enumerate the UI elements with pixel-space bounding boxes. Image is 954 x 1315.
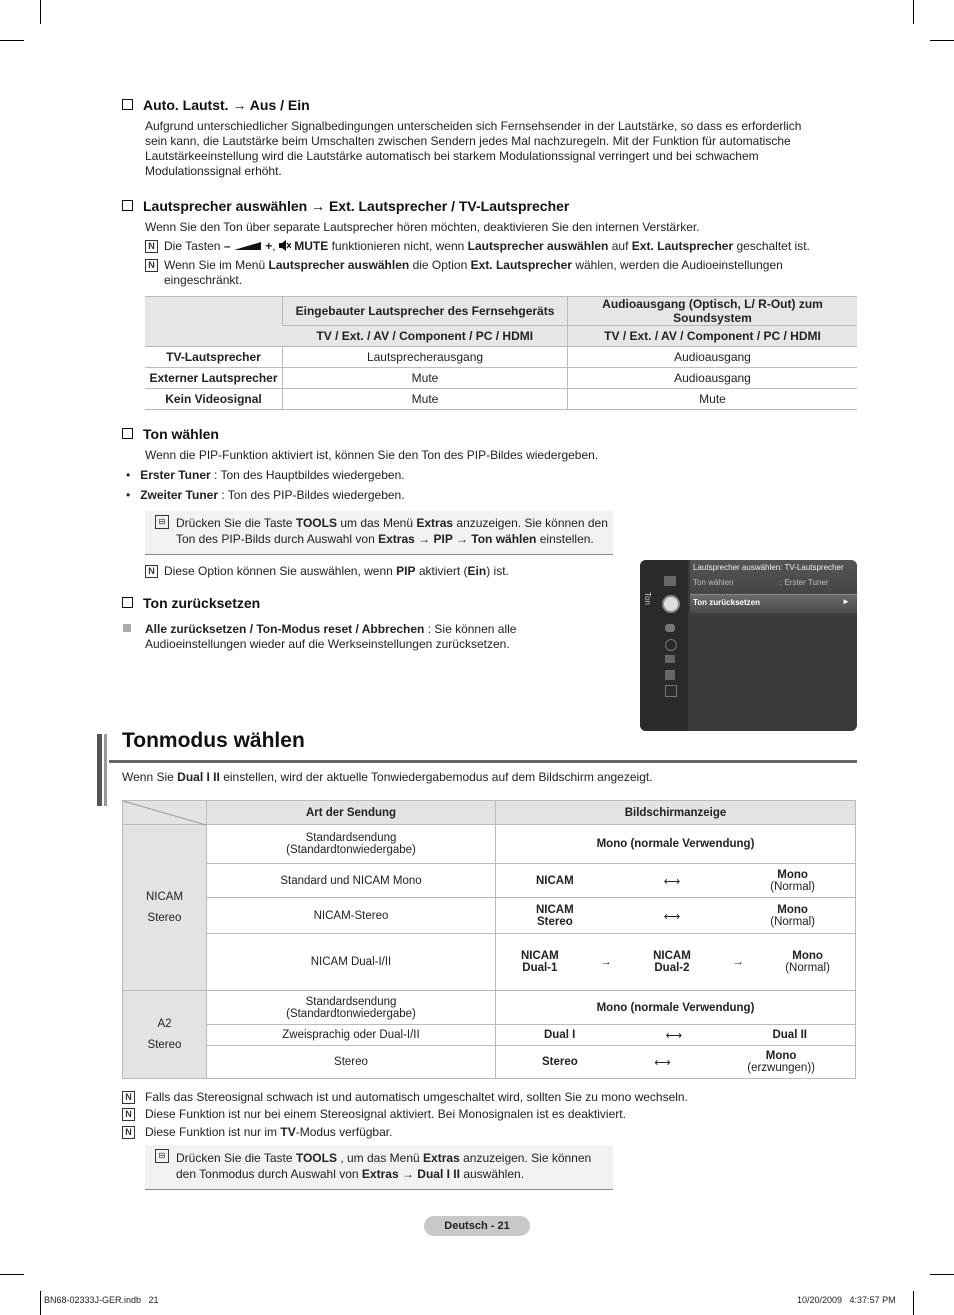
crop-mark: [930, 1274, 954, 1275]
table-row: [145, 347, 857, 368]
tools-tip-text: Drücken Sie die Taste TOOLS um das Menü Extras anzuzeigen. Sie können den Ton des PIP-Bilds durch Auswahl von Extras → PIP → Ton wählen einstellen.: [176, 516, 608, 546]
tools-tip-box-2: [145, 1145, 613, 1190]
table-cell: Zweisprachig oder Dual-I/II: [207, 1025, 496, 1046]
pip-note: Diese Option können Sie auswählen, wenn PIP aktiviert (Ein) ist.: [164, 564, 509, 578]
tools-icon: ⊟: [155, 515, 169, 529]
square-bullet: [123, 624, 131, 632]
diagonal-line: [123, 801, 206, 825]
table-cell: Standardsendung (Standardtonwiedergabe): [207, 991, 496, 1025]
auto-volume-text: Aufgrund unterschiedlicher Signalbedingungen unterscheiden sich Fernsehsender in der Lautstärke, so dass es erforderlich sein kann, die Lautstärke beim Umschalten zwischen Sendern jedes Mal nachzuregeln. Mit der Funktion für automatische Lautstärkeeinstellung wird die Lautstärke automatisch bei starkem Modulationssignal verringert und bei schwachem Modulationssignal erhöht.: [145, 119, 802, 178]
table-cell: NICAM-Stereo: [207, 898, 496, 934]
note-icon: N: [122, 1091, 135, 1104]
table-corner: [145, 297, 283, 347]
table-cell: NICAM Dual-I/II: [207, 934, 496, 991]
input-icon: [665, 655, 675, 663]
volume-bar-icon: [234, 241, 262, 251]
speaker-intro: Wenn Sie den Ton über separate Lautsprecher hören möchten, deaktivieren Sie den internen Verstärker.: [145, 220, 700, 234]
row-label: Externer Lautsprecher: [145, 368, 283, 389]
table-cell: NICAM Stereo ⟷ Mono (Normal): [496, 898, 856, 934]
right-arrow-icon: →: [600, 956, 612, 968]
crop-mark: [913, 1291, 914, 1315]
setup-icon: [665, 639, 677, 651]
sound-mode-intro: Wenn Sie Dual I II einstellen, wird der aktuelle Tonwiedergabemodus auf dem Bildschirm angezeigt.: [122, 770, 653, 784]
tools-tip-text: Drücken Sie die Taste TOOLS , um das Menü Extras anzuzeigen. Sie können den Tonmodus durch Auswahl von Extras → Dual I II auswählen.: [176, 1151, 592, 1181]
heading-bar: [97, 734, 102, 806]
picture-icon: [664, 576, 676, 586]
sound-reset-text: Alle zurücksetzen / Ton-Modus reset / Abbrechen : Sie können alle Audioeinstellungen wieder auf die Werkseinstellungen zurücksetzen.: [145, 622, 517, 651]
support-icon: [665, 685, 677, 697]
menu-item-sound-reset-label: Ton zurücksetzen: [693, 598, 760, 607]
bidirectional-arrow-icon: ⟷: [663, 875, 681, 888]
table-cell: Audioausgang: [568, 347, 858, 368]
footer-timestamp: 10/20/2009 4:37:57 PM: [797, 1295, 896, 1305]
note-icon: N: [145, 259, 158, 272]
heading-bar: [104, 734, 107, 806]
speaker-output-table: [145, 296, 857, 410]
bidirectional-arrow-icon: ⟷: [663, 910, 681, 923]
bidirectional-arrow-icon: ⟷: [654, 1057, 671, 1069]
channel-icon: [665, 624, 675, 632]
note-mono: Diese Funktion ist nur bei einem Stereosignal aktiviert. Bei Monosignalen ist es deaktiviert.: [145, 1107, 626, 1121]
note-icon: N: [122, 1108, 135, 1121]
tv-sound-menu: [640, 560, 857, 731]
table-cell: Standardsendung (Standardtonwiedergabe): [207, 825, 496, 864]
tools-tip-box: [145, 511, 613, 555]
application-icon: [665, 670, 675, 680]
bullet-first-tuner: • Erster Tuner : Ton des Hauptbildes wiedergeben.: [126, 468, 405, 482]
menu-item-sound-select-value: : Erster Tuner: [780, 578, 829, 587]
section-title-speaker: Lautsprecher auswählen → Ext. Lautsprecher / TV-Lautsprecher: [122, 198, 569, 214]
crop-mark: [0, 40, 24, 41]
menu-arrow-icon: ►: [842, 597, 850, 606]
table-cell: Standard und NICAM Mono: [207, 864, 496, 898]
table-cell: Mute: [283, 389, 568, 410]
table-cell: Stereo: [207, 1046, 496, 1079]
sound-mode-table: [122, 800, 856, 1079]
table-cell: Mute: [568, 389, 858, 410]
table-cell: Stereo ⟷ Mono (erzwungen)): [496, 1046, 856, 1079]
table-cell: Mono (normale Verwendung): [496, 991, 856, 1025]
note-icon: N: [122, 1126, 135, 1139]
page-title: Tonmodus wählen: [122, 729, 305, 752]
table-cell: Lautsprecherausgang: [283, 347, 568, 368]
crop-mark: [40, 1291, 41, 1315]
speaker-note-2: Wenn Sie im Menü Lautsprecher auswählen die Option Ext. Lautsprecher wählen, werden die Audioeinstellungen eingeschränkt.: [164, 258, 783, 287]
table-cell: Mono (normale Verwendung): [496, 825, 856, 864]
table-header: Bildschirmanzeige: [496, 801, 856, 825]
row-label: Kein Videosignal: [145, 389, 283, 410]
row-label: TV-Lautsprecher: [145, 347, 283, 368]
menu-item-speaker[interactable]: Lautsprecher auswählen: TV-Lautsprecher: [693, 563, 844, 572]
mute-icon: [279, 240, 291, 251]
crop-mark: [0, 1274, 24, 1275]
table-cell: NICAM Dual-1 → NICAM Dual-2 → Mono (Normal): [496, 934, 856, 991]
table-row: [145, 368, 857, 389]
table-cell: NICAM ⟷ Mono (Normal): [496, 864, 856, 898]
bidirectional-arrow-icon: ⟷: [665, 1030, 683, 1042]
heading-underline: [109, 760, 857, 763]
table-header: Eingebauter Lautsprecher des Fernsehgeräts: [283, 297, 568, 326]
group-label-a2: A2 Stereo: [123, 991, 207, 1079]
table-subheader: TV / Ext. / AV / Component / PC / HDMI: [283, 326, 568, 347]
table-cell: Audioausgang: [568, 368, 858, 389]
sound-select-intro: Wenn die PIP-Funktion aktiviert ist, können Sie den Ton des PIP-Bildes wiedergeben.: [145, 448, 599, 462]
table-cell: Dual I ⟷ Dual II: [496, 1025, 856, 1046]
note-tv-mode: Diese Funktion ist nur im TV-Modus verfügbar.: [145, 1125, 393, 1139]
group-label-nicam: NICAM Stereo: [123, 825, 207, 991]
note-stereo: Falls das Stereosignal schwach ist und automatisch umgeschaltet wird, sollten Sie zu mono wechseln.: [145, 1090, 688, 1104]
speaker-note-1: Die Tasten – +, MUTE funktionieren nicht, wenn Lautsprecher auswählen auf Ext. Lautsprecher geschaltet ist.: [164, 239, 810, 253]
crop-mark: [40, 0, 41, 24]
table-cell: Mute: [283, 368, 568, 389]
section-title-sound-reset: Ton zurücksetzen: [122, 595, 260, 611]
table-header: Art der Sendung: [207, 801, 496, 825]
note-icon: N: [145, 565, 158, 578]
table-header: Audioausgang (Optisch, L/ R-Out) zum Soundsystem: [568, 297, 858, 326]
section-title-sound-select: Ton wählen: [122, 426, 219, 442]
table-row: [145, 389, 857, 410]
footer-file: BN68-02333J-GER.indb 21: [44, 1295, 159, 1305]
tools-icon: ⊟: [155, 1149, 169, 1163]
section-title-auto-volume: Auto. Lautst. → Aus / Ein: [122, 97, 310, 113]
note-icon: N: [145, 240, 158, 253]
menu-item-sound-select[interactable]: Ton wählen: [693, 578, 734, 587]
crop-mark: [913, 0, 914, 24]
bullet-second-tuner: • Zweiter Tuner : Ton des PIP-Bildes wiedergeben.: [126, 488, 405, 502]
table-corner: [123, 801, 207, 825]
sound-icon: [662, 595, 680, 613]
crop-mark: [930, 40, 954, 41]
right-arrow-icon: →: [732, 956, 744, 968]
menu-side-label: Ton: [643, 592, 652, 605]
page-number: Deutsch - 21: [424, 1216, 530, 1236]
table-subheader: TV / Ext. / AV / Component / PC / HDMI: [568, 326, 858, 347]
